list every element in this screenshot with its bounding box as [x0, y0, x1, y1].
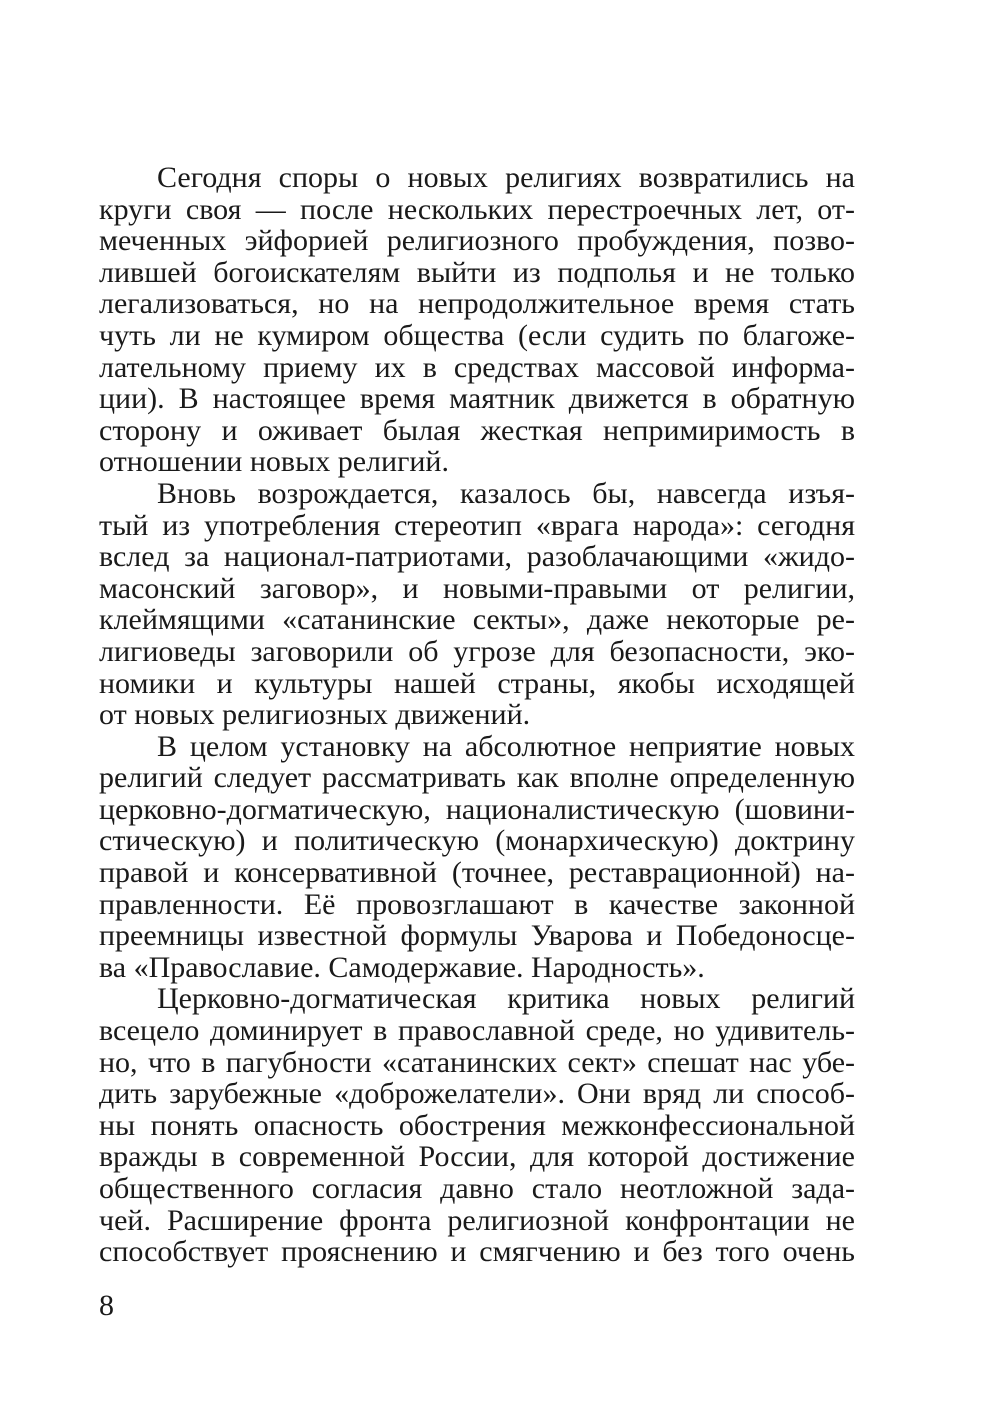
text-line: общественного согласия давно стало неотложной зада- — [99, 1172, 855, 1205]
text-line: ции). В настоящее время маятник движется в обратную — [99, 382, 855, 416]
text-line: меченных эйфорией религиозного пробуждения, позво- — [99, 224, 855, 258]
text-line: В целом установку на абсолютное неприятие новых — [157, 729, 855, 763]
text-line: масонский заговор», и новыми-правыми от религии, — [99, 571, 855, 605]
text-line: Вновь возрождается, казалось бы, навсегда изъя- — [157, 476, 855, 510]
text-line: лигиоведы заговорили об угрозе для безопасности, эко- — [99, 634, 855, 668]
body-text — [99, 162, 855, 1268]
text-line: клеймящими «сатанинские секты», даже некоторые ре- — [99, 603, 855, 637]
paragraph-2 — [99, 478, 855, 731]
text-line: сторону и оживает былая жесткая непримиримость в — [99, 413, 855, 447]
text-line: вражды в современной России, для которой достижение — [99, 1140, 855, 1174]
text-line: всецело доминирует в православной среде, но удивитель- — [99, 1014, 855, 1048]
text-line: ны понять опасность обострения межконфессиональной — [99, 1108, 855, 1142]
text-line: преемницы известной формулы Уварова и Победоносце- — [99, 919, 855, 953]
text-line: правой и консервативной (точнее, реставрационной) на- — [99, 856, 855, 890]
text-line: номики и культуры нашей страны, якобы исходящей — [99, 666, 855, 700]
text-line: Церковно-догматическая критика новых религий — [157, 982, 855, 1016]
text-line: дить зарубежные «доброжелатели». Они вряд ли способ- — [99, 1077, 855, 1111]
text-line: ва «Православие. Самодержавие. Народность». — [99, 950, 705, 984]
text-line: чуть ли не кумиром общества (если судить по благоже- — [99, 318, 855, 352]
text-line: стическую) и политическую (монархическую) доктрину — [99, 824, 855, 858]
text-line: религий следует рассматривать как вполне определенную — [99, 761, 855, 795]
page-number: 8 — [99, 1289, 114, 1322]
text-line: от новых религиозных движений. — [99, 698, 531, 732]
paragraph-3 — [99, 731, 855, 984]
text-line: круги своя — после нескольких перестроечных лет, от- — [99, 192, 855, 226]
paragraph-4 — [99, 983, 855, 1267]
text-line: лательному приему их в средствах массовой информа- — [99, 350, 855, 384]
text-line: чей. Расширение фронта религиозной конфронтации не — [99, 1203, 855, 1237]
text-line: легализоваться, но на непродолжительное время стать — [99, 287, 855, 321]
text-line: церковно-догматическую, националистическую (шовини- — [99, 792, 855, 826]
text-line: лившей богоискателям выйти из подполья и не только — [99, 255, 855, 289]
paragraph-1 — [99, 162, 855, 478]
text-line: правленности. Её провозглашают в качестве законной — [99, 887, 855, 921]
text-line: Сегодня споры о новых религиях возвратились на — [157, 161, 855, 194]
text-line: вслед за национал-патриотами, разоблачающими «жидо- — [99, 540, 855, 574]
text-line: тый из употребления стереотип «врага народа»: сегодня — [99, 508, 855, 542]
text-line: способствует прояснению и смягчению и без того очень — [99, 1235, 855, 1269]
text-line: отношении новых религий. — [99, 445, 449, 479]
text-line: но, что в пагубности «сатанинских сект» спешат нас убе- — [99, 1045, 855, 1079]
